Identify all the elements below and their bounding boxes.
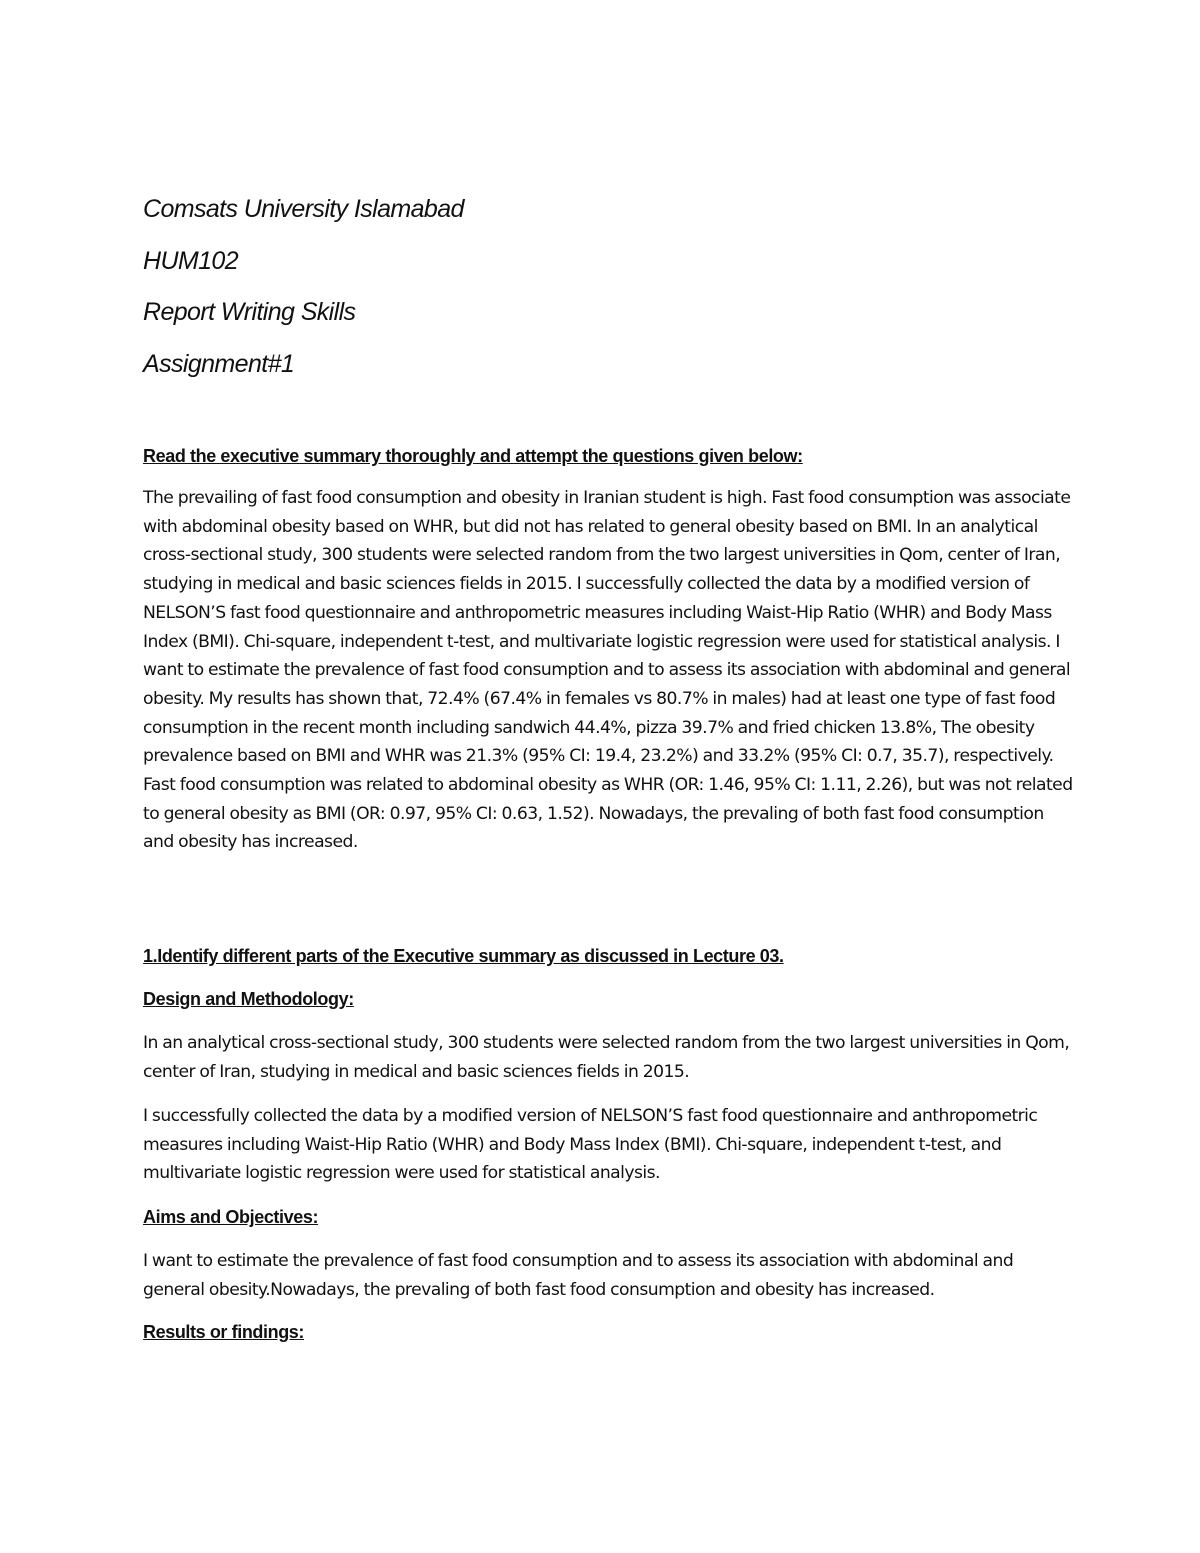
university-title: Comsats University Islamabad: [143, 195, 464, 223]
course-name: Report Writing Skills: [143, 298, 356, 326]
design-methodology-heading: Design and Methodology:: [143, 989, 354, 1009]
aims-objectives-heading: Aims and Objectives:: [143, 1207, 319, 1227]
executive-summary-paragraph: The prevailing of fast food consumption and obesity in Iranian student is high. Fast food consumption was associate with abdominal obesity based on WHR, but did not has related to general obesity based on BMI. In an analytical cross-sectional study, 300 students were selected random from the two largest universities in Qom, center of Iran, studying in medical and basic sciences fields in 2015. I successfully collected the data by a modified version of NELSON’S fast food questionnaire and anthropometric measures including Waist-Hip Ratio (WHR) and Body Mass Index (BMI). Chi-square, independent t-test, and multivariate logistic regression were used for statistical analysis. I want to estimate the prevalence of fast food consumption and to assess its association with abdominal and general obesity. My results has shown that, 72.4% (67.4% in females vs 80.7% in males) had at least one type of fast food consumption in the recent month including sandwich 44.4%, pizza 39.7% and fried chicken 13.8%, The obesity prevalence based on BMI and WHR was 21.3% (95% CI: 19.4, 23.2%) and 33.2% (95% CI: 0.7, 35.7), respectively. Fast food consumption was related to abdominal obesity as WHR (OR: 1.46, 95% CI: 1.11, 2.26), but was not related to general obesity as BMI (OR: 0.97, 95% CI: 0.63, 1.52). Nowadays, the prevaling of both fast food consumption and obesity has increased.: [143, 488, 1073, 853]
design-methodology-paragraph-1: In an analytical cross-sectional study, 300 students were selected random from the two largest universities in Qom, center of Iran, studying in medical and basic sciences fields in 2015.: [143, 1033, 1070, 1082]
course-code: HUM102: [143, 247, 239, 275]
question-1-heading: 1.Identify different parts of the Executive summary as discussed in Lecture 03.: [143, 946, 784, 966]
results-findings-heading: Results or findings:: [143, 1322, 305, 1342]
design-methodology-paragraph-2: I successfully collected the data by a modified version of NELSON’S fast food questionnaire and anthropometric measures including Waist-Hip Ratio (WHR) and Body Mass Index (BMI). Chi-square, independent t-test, and multivariate logistic regression were used for statistical analysis.: [143, 1106, 1038, 1184]
assignment-title: Assignment#1: [143, 350, 295, 378]
instruction-heading: Read the executive summary thoroughly and attempt the questions given below:: [143, 446, 803, 466]
aims-objectives-paragraph: I want to estimate the prevalence of fast food consumption and to assess its association with abdominal and general obesity.Nowadays, the prevaling of both fast food consumption and obesity has increased.: [143, 1251, 1014, 1300]
